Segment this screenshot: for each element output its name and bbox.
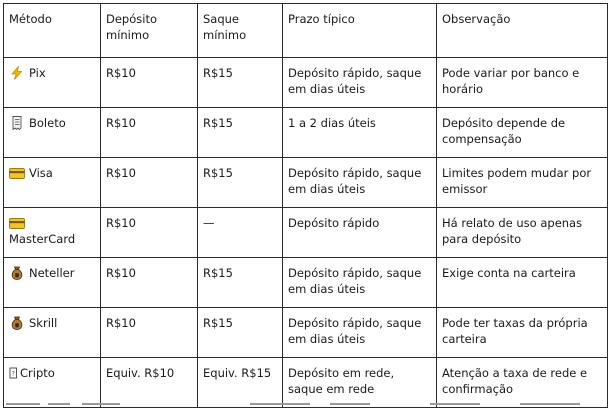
method-name: Visa	[29, 166, 53, 180]
note-cell: Atenção a taxa de rede e confirmação	[437, 358, 608, 408]
typical-time-cell: Depósito rápido, saque em dias úteis	[283, 58, 437, 108]
header-note: Observação	[437, 4, 608, 58]
method-name: Pix	[29, 66, 46, 80]
header-deposit-min: Depósito mínimo	[101, 4, 198, 58]
deposit-min-cell: R$10	[101, 58, 198, 108]
withdraw-min-cell: —	[198, 208, 283, 258]
header-typical-time: Prazo típico	[283, 4, 437, 58]
payment-methods-table	[3, 3, 608, 408]
deposit-min-cell: R$10	[101, 308, 198, 358]
table-row	[4, 158, 608, 208]
table-row	[4, 258, 608, 308]
typical-time-cell: Depósito rápido, saque em dias úteis	[283, 308, 437, 358]
table-row	[4, 358, 608, 408]
money-bag-icon	[9, 316, 25, 330]
method-name: Cripto	[20, 366, 55, 380]
method-cell	[4, 58, 101, 108]
deposit-min-cell: R$10	[101, 208, 198, 258]
withdraw-min-cell: R$15	[198, 308, 283, 358]
deposit-min-cell: R$10	[101, 158, 198, 208]
credit-card-icon	[9, 166, 25, 180]
withdraw-min-cell: R$15	[198, 158, 283, 208]
method-name: Neteller	[29, 266, 75, 280]
money-bag-icon	[9, 266, 25, 280]
deposit-min-cell: R$10	[101, 258, 198, 308]
note-cell: Depósito depende de compensação	[437, 108, 608, 158]
typical-time-cell: 1 a 2 dias úteis	[283, 108, 437, 158]
method-name: MasterCard	[9, 232, 76, 246]
typical-time-cell: Depósito rápido, saque em dias úteis	[283, 158, 437, 208]
table-row	[4, 58, 608, 108]
header-method: Método	[4, 4, 101, 58]
table-row	[4, 108, 608, 158]
method-cell	[4, 208, 101, 258]
lightning-icon	[9, 66, 25, 80]
method-cell	[4, 308, 101, 358]
credit-card-icon	[9, 216, 25, 230]
method-cell	[4, 258, 101, 308]
deposit-min-cell: R$10	[101, 108, 198, 158]
method-cell	[4, 108, 101, 158]
table-row	[4, 308, 608, 358]
method-name: Boleto	[29, 116, 66, 130]
note-cell: Pode ter taxas da própria carteira	[437, 308, 608, 358]
note-cell: Exige conta na carteira	[437, 258, 608, 308]
withdraw-min-cell: R$15	[198, 258, 283, 308]
withdraw-min-cell: R$15	[198, 58, 283, 108]
typical-time-cell: Depósito rápido	[283, 208, 437, 258]
typical-time-cell: Depósito em rede, saque em rede	[283, 358, 437, 408]
cropped-text-fragment	[0, 401, 611, 408]
table-header-row	[4, 4, 608, 58]
svg-text:?: ?	[11, 370, 15, 378]
method-name: Skrill	[29, 316, 58, 330]
deposit-min-cell: Equiv. R$10	[101, 358, 198, 408]
withdraw-min-cell: R$15	[198, 108, 283, 158]
method-cell	[4, 358, 101, 408]
withdraw-min-cell: Equiv. R$15	[198, 358, 283, 408]
note-cell: Limites podem mudar por emissor	[437, 158, 608, 208]
table-row	[4, 208, 608, 258]
note-cell: Há relato de uso apenas para depósito	[437, 208, 608, 258]
method-cell	[4, 158, 101, 208]
receipt-icon	[9, 116, 25, 130]
typical-time-cell: Depósito rápido, saque em dias úteis	[283, 258, 437, 308]
header-withdraw-min: Saque mínimo	[198, 4, 283, 58]
missing-glyph-icon	[9, 366, 18, 380]
note-cell: Pode variar por banco e horário	[437, 58, 608, 108]
